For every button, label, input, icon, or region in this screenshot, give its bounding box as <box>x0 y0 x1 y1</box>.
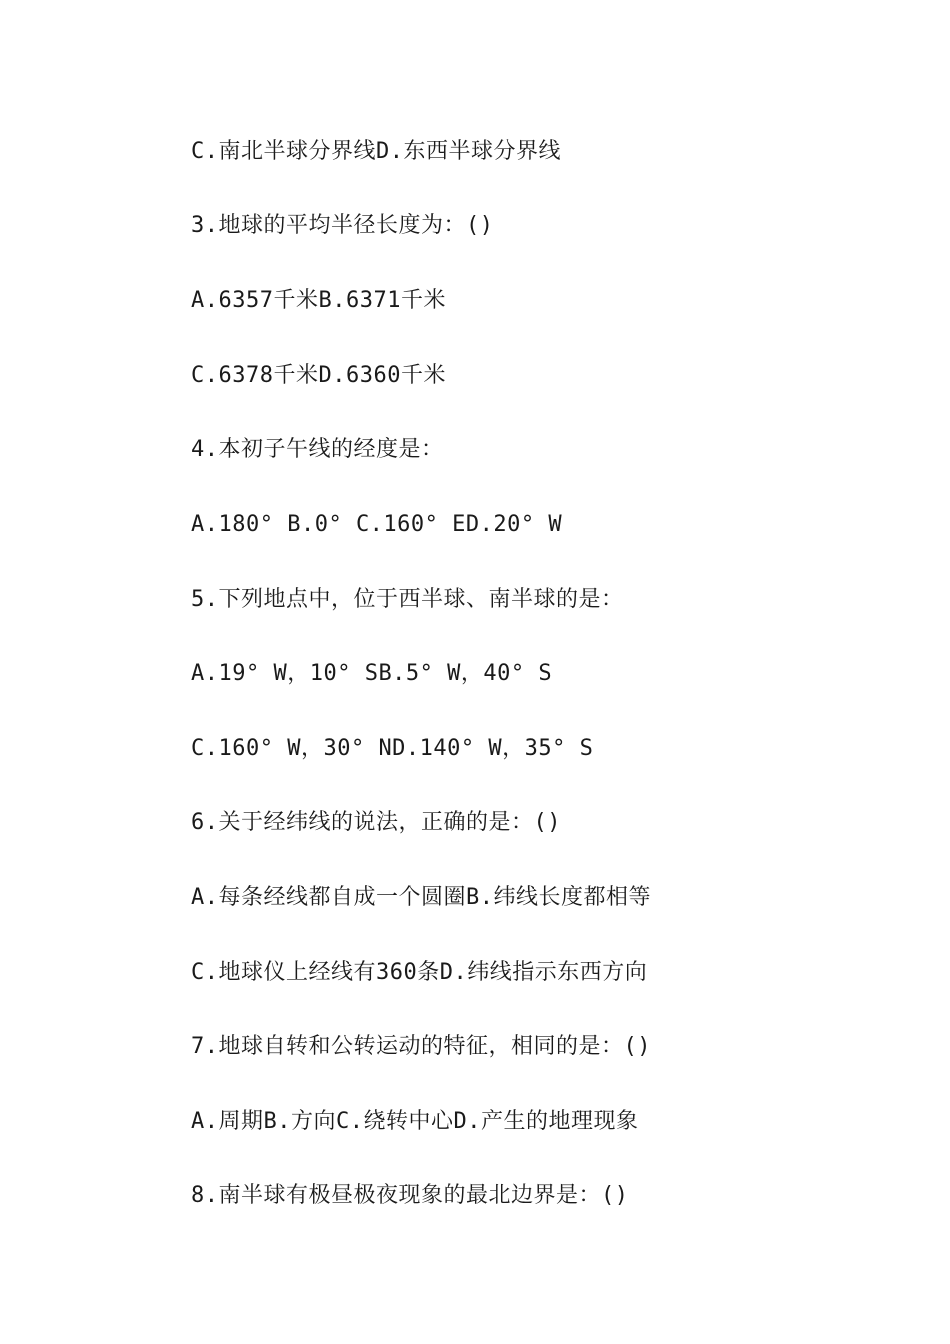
text-line-question-3: 3.地球的平均半径长度为：() <box>191 213 494 238</box>
text-line-question-8: 8.南半球有极昼极夜现象的最北边界是：() <box>191 1183 629 1208</box>
text-line-options-ab-q6: A.每条经线都自成一个圆圈B.纬线长度都相等 <box>191 885 651 910</box>
text-line-options-cd-q3: C.6378千米D.6360千米 <box>191 363 446 388</box>
text-line-options-ab-q3: A.6357千米B.6371千米 <box>191 288 446 313</box>
text-line-option-cd-q2: C.南北半球分界线D.东西半球分界线 <box>191 139 561 164</box>
text-line-options-cd-q5: C.160° W，30° ND.140° W，35° S <box>191 736 594 761</box>
text-line-question-6: 6.关于经纬线的说法，正确的是：() <box>191 810 561 835</box>
text-line-question-5: 5.下列地点中，位于西半球、南半球的是： <box>191 587 624 612</box>
text-line-question-4: 4.本初子午线的经度是： <box>191 437 444 462</box>
text-line-question-7: 7.地球自转和公转运动的特征，相同的是：() <box>191 1034 651 1059</box>
text-line-options-cd-q6: C.地球仪上经线有360条D.纬线指示东西方向 <box>191 960 648 985</box>
text-line-options-q7: A.周期B.方向C.绕转中心D.产生的地理现象 <box>191 1109 639 1134</box>
text-line-options-q4: A.180° B.0° C.160° ED.20° W <box>191 512 563 537</box>
text-line-options-ab-q5: A.19° W，10° SB.5° W，40° S <box>191 661 553 686</box>
